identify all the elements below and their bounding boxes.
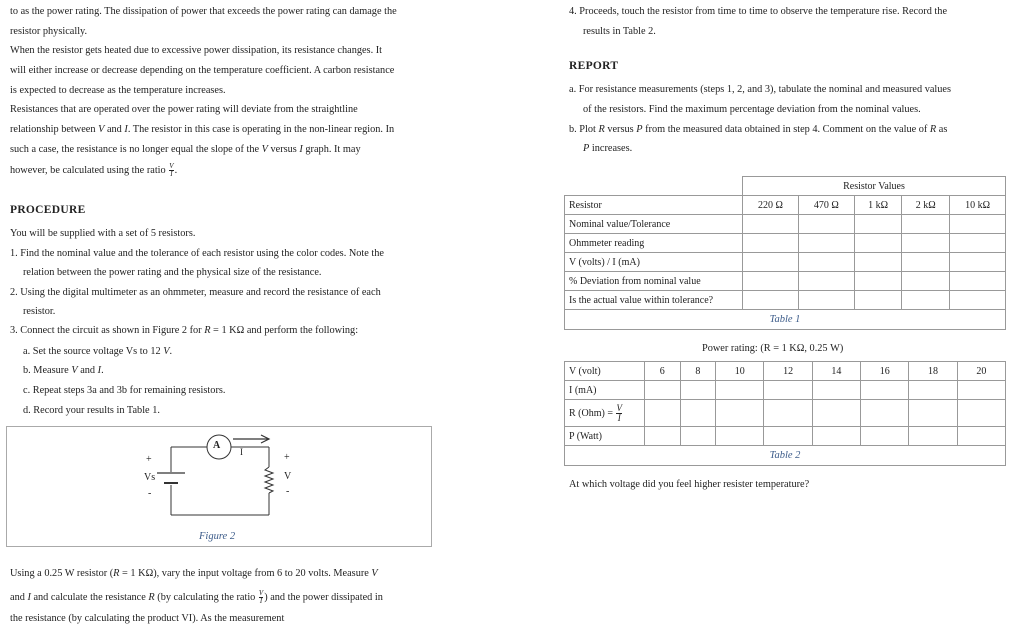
- table-cell: [716, 381, 764, 400]
- table-2-voltage-cell: 8: [680, 362, 716, 381]
- table-1-col-header: 470 Ω: [798, 196, 854, 215]
- table-cell: [909, 400, 957, 427]
- bottom-paragraph-line1: Using a 0.25 W resistor (R = 1 KΩ), vary the input voltage from 6 to 20 volts. Measure V: [10, 568, 378, 579]
- table-cell: [950, 272, 1006, 291]
- table-2-voltage-cell: 12: [764, 362, 812, 381]
- table-cell: [743, 215, 799, 234]
- table-cell: [798, 291, 854, 310]
- table-1-col-header: 2 kΩ: [902, 196, 950, 215]
- table-1-col-header: 10 kΩ: [950, 196, 1006, 215]
- ammeter-label: A: [213, 440, 221, 451]
- table-1-caption-row: [565, 310, 1006, 330]
- table-cell: [902, 253, 950, 272]
- table-cell: [861, 400, 909, 427]
- source-minus: -: [148, 488, 152, 499]
- step-3d: d. Record your results in Table 1.: [23, 405, 160, 416]
- source-plus: +: [146, 454, 152, 465]
- table-cell: [957, 381, 1005, 400]
- table-cell: [680, 400, 716, 427]
- paragraph-temperature-line2: will either increase or decrease depending on the temperature coefficient. A carbon resistance: [10, 65, 395, 76]
- bottom-paragraph-line3: the resistance (by calculating the product VI). As the measurement: [10, 613, 285, 624]
- table-cell: [861, 427, 909, 446]
- table-cell: [957, 400, 1005, 427]
- table-cell: [798, 253, 854, 272]
- table-cell: [950, 291, 1006, 310]
- step-2-line2: resistor.: [23, 306, 56, 317]
- voltage-label: V: [284, 471, 292, 482]
- table-2-caption-row: [565, 446, 1006, 466]
- table-2-row-label: V (volt): [565, 362, 645, 381]
- table-row: [565, 272, 1006, 291]
- paragraph-power-rating-line1: to as the power rating. The dissipation of power that exceeds the power rating can damage the: [10, 6, 397, 17]
- table-2-voltage-cell: 10: [716, 362, 764, 381]
- step-2-line1: 2. Using the digital multimeter as an ohmmeter, measure and record the resistance of each: [10, 287, 381, 298]
- table-cell: [645, 400, 681, 427]
- voltage-minus: -: [286, 486, 290, 497]
- table-cell: [854, 291, 902, 310]
- ratio-fraction: $\frac{V}{I}$: [169, 162, 174, 178]
- report-a-line1: a. For resistance measurements (steps 1, 2, and 3), tabulate the nominal and measured values: [569, 84, 952, 95]
- table-cell: [812, 400, 860, 427]
- table-2-voltage-cell: 6: [645, 362, 681, 381]
- table-1-header-row: [565, 196, 1006, 215]
- table-cell: [743, 272, 799, 291]
- paragraph-nonlinear-line4: however, be calculated using the ratio $\frac{V}{I}$ .: [10, 162, 178, 178]
- table-2-voltage-cell: 18: [909, 362, 957, 381]
- table-1-group-header: Resistor Values: [743, 177, 1006, 196]
- table-cell: [716, 400, 764, 427]
- table-1-row-label: Ohmmeter reading: [565, 234, 743, 253]
- table-cell: [645, 427, 681, 446]
- table-cell: [854, 234, 902, 253]
- current-label: I: [240, 447, 243, 457]
- table-1-row-label: Nominal value/Tolerance: [565, 215, 743, 234]
- resistor-symbol: [265, 467, 273, 493]
- table-2-voltage-cell: 14: [812, 362, 860, 381]
- step-3a: a. Set the source voltage Vs to 12 V.: [23, 346, 173, 357]
- table-cell: [950, 253, 1006, 272]
- procedure-heading: PROCEDURE: [10, 204, 86, 216]
- table-cell: [680, 381, 716, 400]
- ratio-fraction-2: $\frac{V}{I}$: [258, 589, 264, 605]
- table-2-caption: Table 2: [565, 446, 1006, 466]
- table-cell: [743, 234, 799, 253]
- table-cell: [854, 253, 902, 272]
- table-row: [565, 400, 1006, 427]
- table-2-power-rating: [564, 361, 1006, 466]
- table-cell: [645, 381, 681, 400]
- paragraph-nonlinear-line2: relationship between V and I. The resistor in this case is operating in the non-linear region. In: [10, 124, 395, 135]
- table-cell: [854, 272, 902, 291]
- table-row: [565, 427, 1006, 446]
- table-cell: [812, 427, 860, 446]
- paragraph-temperature-line1: When the resistor gets heated due to excessive power dissipation, its resistance changes. It: [10, 45, 383, 56]
- table-row: [565, 253, 1006, 272]
- table-cell: [902, 291, 950, 310]
- table-cell: [743, 253, 799, 272]
- table-2-voltage-cell: 20: [957, 362, 1005, 381]
- table-cell: [764, 381, 812, 400]
- table-cell: [764, 400, 812, 427]
- table-row: [565, 362, 1006, 381]
- table-1-row-label: V (volts) / I (mA): [565, 253, 743, 272]
- table-cell: [680, 427, 716, 446]
- table-cell: [854, 215, 902, 234]
- table-1-resistor-values: [564, 176, 1006, 330]
- table-cell: [764, 427, 812, 446]
- table-cell: [950, 215, 1006, 234]
- table-row: [565, 234, 1006, 253]
- table-cell: [861, 381, 909, 400]
- table-2-row-label: P (Watt): [565, 427, 645, 446]
- table-2-voltage-cell: 16: [861, 362, 909, 381]
- table-1-row-label: Is the actual value within tolerance?: [565, 291, 743, 310]
- table-row: [565, 215, 1006, 234]
- table-1-corner-label: Resistor: [565, 196, 743, 215]
- table-2-row-label: I (mA): [565, 381, 645, 400]
- report-heading: REPORT: [569, 60, 619, 72]
- step-3b: b. Measure V and I.: [23, 365, 104, 376]
- table-cell: [902, 272, 950, 291]
- report-a-line2: of the resistors. Find the maximum percentage deviation from the nominal values.: [583, 104, 921, 115]
- report-b-line1: b. Plot R versus P from the measured data obtained in step 4. Comment on the value of R as: [569, 124, 948, 135]
- step-3: 3. Connect the circuit as shown in Figure 2 for R = 1 KΩ and perform the following:: [10, 325, 359, 336]
- report-b-line2: P increases.: [583, 143, 633, 154]
- procedure-intro: You will be supplied with a set of 5 resistors.: [10, 228, 196, 239]
- step-3c: c. Repeat steps 3a and 3b for remaining resistors.: [23, 385, 226, 396]
- table-cell: [902, 234, 950, 253]
- temperature-question: At which voltage did you feel higher resister temperature?: [569, 479, 810, 490]
- table-row: [565, 291, 1006, 310]
- table-cell: [798, 272, 854, 291]
- table-1-col-header: 1 kΩ: [854, 196, 902, 215]
- step-1-line2: relation between the power rating and the physical size of the resistance.: [23, 267, 322, 278]
- table-cell: [909, 381, 957, 400]
- figure-2-circuit: [6, 426, 432, 547]
- table-cell: [909, 427, 957, 446]
- step-1-line1: 1. Find the nominal value and the tolerance of each resistor using the color codes. Note the: [10, 248, 385, 259]
- table-2-title: Power rating: (R = 1 KΩ, 0.25 W): [702, 343, 844, 354]
- voltage-plus: +: [284, 452, 290, 463]
- table-cell: [950, 234, 1006, 253]
- source-label: Vs: [144, 472, 156, 483]
- table-row: [565, 381, 1006, 400]
- table-cell: [798, 215, 854, 234]
- step-4-line1: 4. Proceeds, touch the resistor from time to time to observe the temperature rise. Record the: [569, 6, 948, 17]
- table-2-row-label-resistance: R (Ohm) = $\frac{V}{I}$: [565, 400, 645, 427]
- figure-2-caption: Figure 2: [199, 531, 236, 542]
- table-1-col-header: 220 Ω: [743, 196, 799, 215]
- table-cell: [716, 427, 764, 446]
- step-4-line2: results in Table 2.: [583, 26, 656, 37]
- table-1-caption: Table 1: [565, 310, 1006, 330]
- table-cell: [957, 427, 1005, 446]
- paragraph-temperature-line3: is expected to decrease as the temperature increases.: [10, 85, 226, 96]
- table-cell: [902, 215, 950, 234]
- paragraph-nonlinear-line1: Resistances that are operated over the power rating will deviate from the straightline: [10, 104, 358, 115]
- table-cell: [812, 381, 860, 400]
- table-cell: [798, 234, 854, 253]
- paragraph-power-rating-line2: resistor physically.: [10, 26, 88, 37]
- table-cell: [743, 291, 799, 310]
- bottom-paragraph-line2: and I and calculate the resistance R (by calculating the ratio $\frac{V}{I}$ ) and the power dissipated in: [10, 589, 383, 605]
- table-1-row-label: % Deviation from nominal value: [565, 272, 743, 291]
- paragraph-nonlinear-line3: such a case, the resistance is no longer equal the slope of the V versus I graph. It may: [10, 144, 361, 155]
